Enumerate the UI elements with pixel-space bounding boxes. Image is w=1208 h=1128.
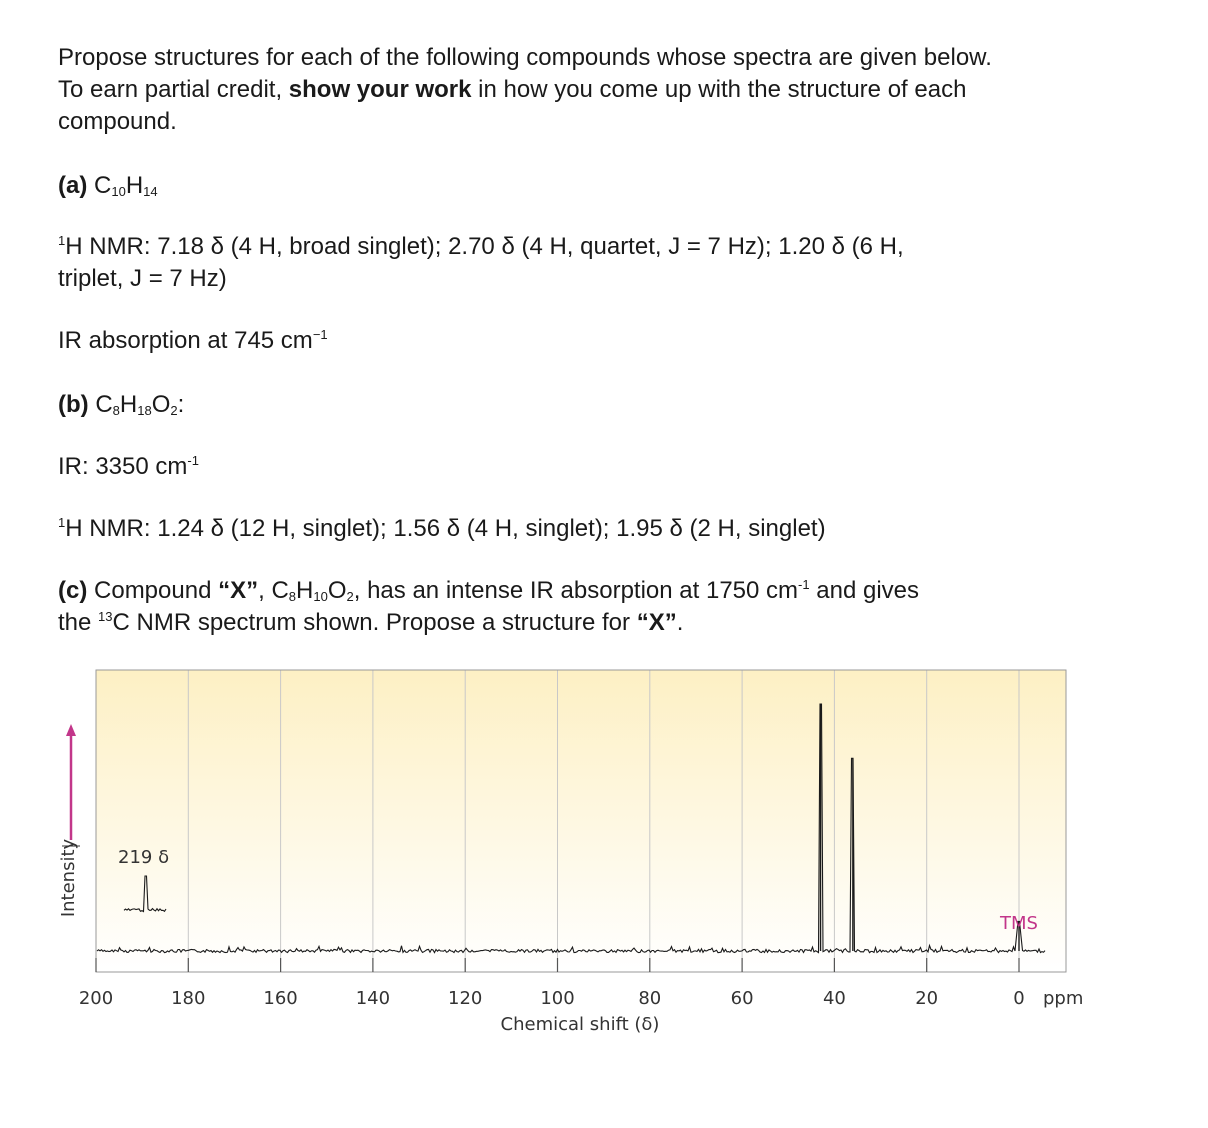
part-a-nmr-line-1: $^1$H NMR: 7.18 δ (4 H, broad singlet); 2.70 δ (4 H, quartet, J = 7 Hz); 1.20 δ (6 H, [58,233,904,260]
part-b-formula: $C_8H_{18}O_2$: [95,391,185,418]
x-tick-label: 200 [78,988,114,1009]
x-tick-label: 180 [171,988,206,1009]
part-b-ir: IR: 3350 $cm^{-1}$ [58,453,199,480]
part-b-label: (b) [58,391,89,418]
tms-label: TMS [1000,913,1038,934]
x-tick-label: 80 [638,988,662,1009]
part-c-line-2: the $^{13}$C NMR spectrum shown. Propose a structure for “X”. [58,609,684,636]
x-tick-label: 60 [730,988,754,1009]
part-a-formula: $C_{10}H_{14}$ [94,172,158,199]
intensity-arrow-head [66,724,76,736]
compound-x-name: “X” [218,577,259,604]
annotation-219: 219 δ [118,847,170,868]
x-tick-label: 140 [355,988,391,1009]
part-c-label: (c) [58,577,88,604]
part-a-nmr-line-2: triplet, J = 7 Hz) [58,265,227,292]
intro-line-2-post: in how you come up with the structure of each [471,76,967,103]
intro-line-1: Propose structures for each of the following compounds whose spectra are given below. [58,44,992,71]
part-a-label: (a) [58,172,88,199]
x-tick-label: 100 [540,988,575,1009]
part-b-nmr: $^1$H NMR: 1.24 δ (12 H, singlet); 1.56 δ (4 H, singlet); 1.95 δ (2 H, singlet) [58,515,826,542]
x-tick-label: 120 [448,988,483,1009]
intro-line-2-pre: To earn partial credit, [58,76,289,103]
part-c-line-1: (c) Compound “X”, $C_8H_{10}O_2$, has an intense IR absorption at 1750 $cm^{-1}$ and gives [58,577,919,604]
y-axis-label: Intensity [58,838,79,918]
part-a-ir: IR absorption at 745 $cm^{-1}$ [58,327,328,354]
x-tick-label: 20 [915,988,939,1009]
plot-background [96,670,1066,972]
x-tick-label: 40 [822,988,846,1009]
x-axis-unit: ppm [1043,988,1084,1009]
part-c-formula: $C_8H_{10}O_2$ [271,577,354,604]
x-tick-label: 0 [1013,988,1025,1009]
x-axis-label: Chemical shift (δ) [500,1014,660,1035]
compound-x-name-2: “X” [636,609,677,636]
intro-emphasis: show your work [288,76,472,103]
x-tick-label: 160 [263,988,298,1009]
intro-line-3: compound. [58,108,177,135]
